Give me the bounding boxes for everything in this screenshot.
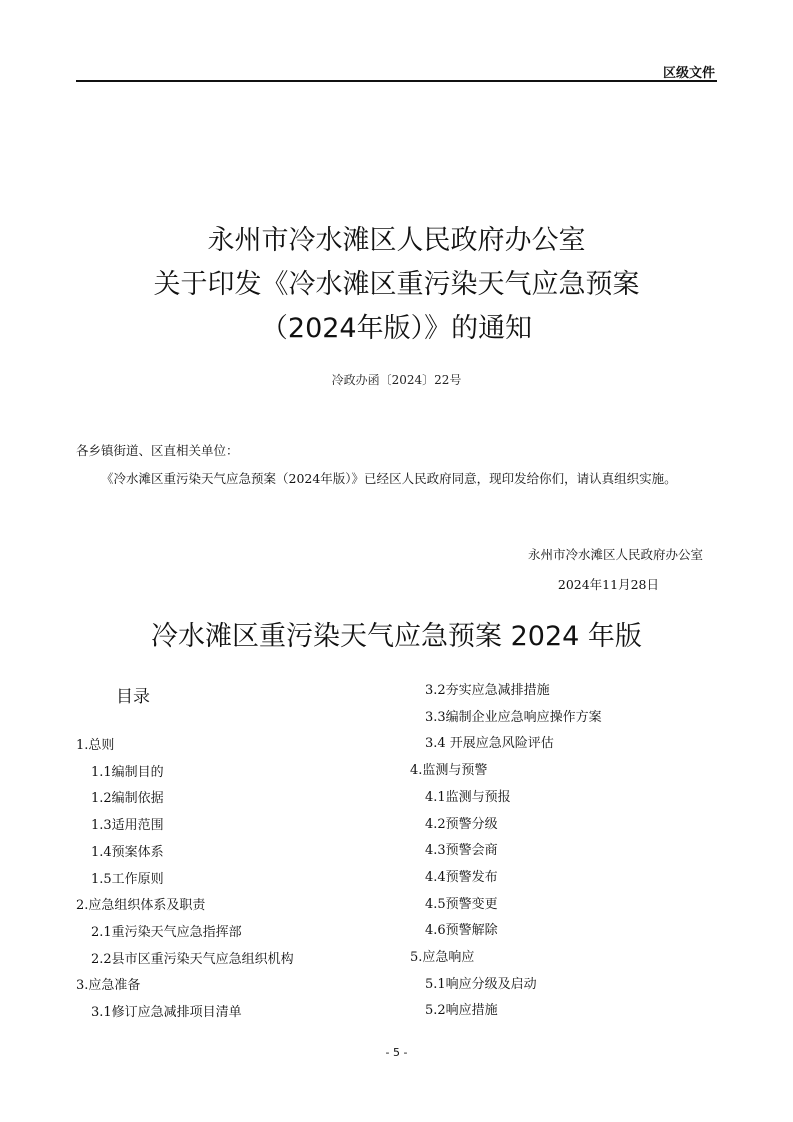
toc-entry: 1.1编制目的	[91, 764, 164, 780]
document-number: 冷政办函〔2024〕22号	[331, 373, 462, 387]
toc-entry: 5.应急响应	[410, 950, 475, 965]
toc-entry: 3.3编制企业应急响应操作方案	[425, 709, 602, 725]
header-rule	[76, 80, 717, 82]
toc-entry: 4.4预警发布	[425, 869, 498, 885]
toc-entry: 3.4 开展应急风险评估	[425, 736, 554, 752]
toc-entry: 4.2预警分级	[425, 816, 498, 832]
toc-heading: 目录	[116, 687, 150, 707]
toc-entry: 4.3预警会商	[425, 843, 498, 859]
toc-entry: 1.总则	[76, 738, 115, 753]
toc-entry: 1.3适用范围	[91, 818, 164, 834]
header-label: 区级文件	[662, 66, 715, 81]
title-line-2: 关于印发《冷水滩区重污染天气应急预案	[153, 269, 640, 300]
signature-block	[528, 540, 703, 600]
toc-entry: 3.2夯实应急减排措施	[425, 683, 550, 698]
plan-title: 冷水滩区重污染天气应急预案 2024 年版	[151, 621, 642, 652]
toc-entry: 3.应急准备	[76, 978, 141, 994]
toc-entry: 5.1响应分级及启动	[425, 976, 537, 992]
toc-entry: 1.2编制依据	[91, 791, 164, 807]
title-line-3: （2024年版）》的通知	[260, 313, 533, 344]
title-line-1: 永州市冷水滩区人民政府办公室	[207, 225, 586, 256]
toc-entry: 2.1重污染天气应急指挥部	[91, 924, 242, 940]
page-number: - 5 -	[385, 1046, 408, 1059]
toc-entry: 4.5预警变更	[425, 896, 498, 912]
toc-entry: 2.2县市区重污染天气应急组织机构	[91, 951, 294, 967]
toc-entry: 1.5工作原则	[91, 871, 164, 887]
signature-org: 永州市冷水滩区人民政府办公室	[527, 547, 703, 562]
toc-entry: 5.2响应措施	[425, 1003, 498, 1019]
body-paragraph: 《冷水滩区重污染天气应急预案（2024年版）》已经区人民政府同意，现印发给你们，请认真组织实施。	[101, 471, 677, 486]
toc-entry: 4.1监测与预报	[425, 789, 511, 805]
document-title	[0, 219, 793, 351]
addressee: 各乡镇街道、区直相关单位：	[76, 443, 239, 458]
toc-entry: 3.1修订应急减排项目清单	[91, 1005, 242, 1020]
toc-entry: 4.监测与预警	[410, 763, 488, 779]
signature-date: 2024年11月28日	[557, 577, 659, 592]
toc-entry: 2.应急组织体系及职责	[76, 898, 206, 914]
toc-entry: 4.6预警解除	[425, 923, 498, 939]
toc-entry: 1.4预案体系	[91, 844, 164, 860]
